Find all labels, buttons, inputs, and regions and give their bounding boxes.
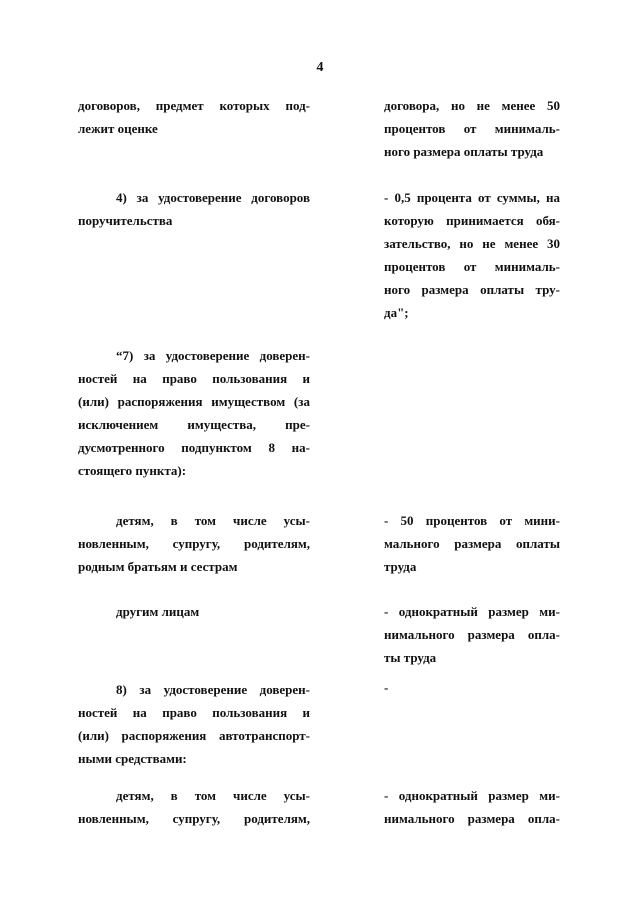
- text-line: дусмотренного подпунктом 8 на-: [78, 440, 310, 455]
- text-line: нимального размера опла-: [384, 811, 560, 826]
- text-line: договоров, предмет которых под-: [78, 98, 310, 113]
- text-line: детям, в том числе усы-: [116, 513, 310, 528]
- text-line: поручительства: [78, 213, 173, 228]
- left-text-block: [78, 509, 310, 578]
- text-line: другим лицам: [116, 604, 200, 619]
- right-text-block: [384, 186, 560, 324]
- right-text-block: [384, 94, 560, 163]
- left-text-block: [78, 784, 310, 830]
- text-line: - 0,5 процента от суммы, на: [384, 190, 560, 205]
- left-text-block: [78, 186, 310, 232]
- left-text-block: [78, 94, 310, 140]
- left-text-block: [78, 678, 310, 770]
- text-line: -: [384, 680, 389, 695]
- text-line: (или) распоряжения имуществом (за: [78, 394, 310, 409]
- text-line: ного размера оплаты труда: [384, 144, 544, 159]
- text-line: - однократный размер ми-: [384, 604, 560, 619]
- text-line: ными средствами:: [78, 751, 187, 766]
- text-line: новленным, супругу, родителям,: [78, 536, 310, 551]
- left-text-block: [78, 344, 310, 482]
- text-line: родным братьям и сестрам: [78, 559, 238, 574]
- text-line: ты труда: [384, 650, 437, 665]
- text-line: процентов от минималь-: [384, 259, 560, 274]
- text-line: ностей на право пользования и: [78, 371, 310, 386]
- right-text-block: [384, 600, 560, 669]
- text-line: 4) за удостоверение договоров: [116, 190, 310, 205]
- text-line: (или) распоряжения автотранспорт-: [78, 728, 310, 743]
- text-line: ного размера оплаты тру-: [384, 282, 560, 297]
- right-text-block: [384, 509, 560, 578]
- text-line: нимального размера опла-: [384, 627, 560, 642]
- text-line: “7) за удостоверение доверен-: [116, 348, 310, 363]
- left-text-block: [78, 600, 310, 623]
- text-line: ностей на право пользования и: [78, 705, 310, 720]
- text-line: исключением имущества, пре-: [78, 417, 310, 432]
- text-line: труда: [384, 559, 417, 574]
- text-line: - 50 процентов от мини-: [384, 513, 560, 528]
- right-text-block: [384, 784, 560, 830]
- text-line: мального размера оплаты: [384, 536, 560, 551]
- text-line: детям, в том числе усы-: [116, 788, 310, 803]
- text-line: процентов от минималь-: [384, 121, 560, 136]
- text-line: стоящего пункта):: [78, 463, 187, 478]
- text-line: да";: [384, 305, 409, 320]
- page-number: 4: [316, 60, 324, 75]
- text-line: зательство, но не менее 30: [384, 236, 560, 251]
- text-line: лежит оценке: [78, 121, 158, 136]
- text-line: договора, но не менее 50: [384, 98, 560, 113]
- text-line: - однократный размер ми-: [384, 788, 560, 803]
- text-line: 8) за удостоверение доверен-: [116, 682, 310, 697]
- text-line: новленным, супругу, родителям,: [78, 811, 310, 826]
- right-text-block: [384, 676, 560, 699]
- text-line: которую принимается обя-: [384, 213, 560, 228]
